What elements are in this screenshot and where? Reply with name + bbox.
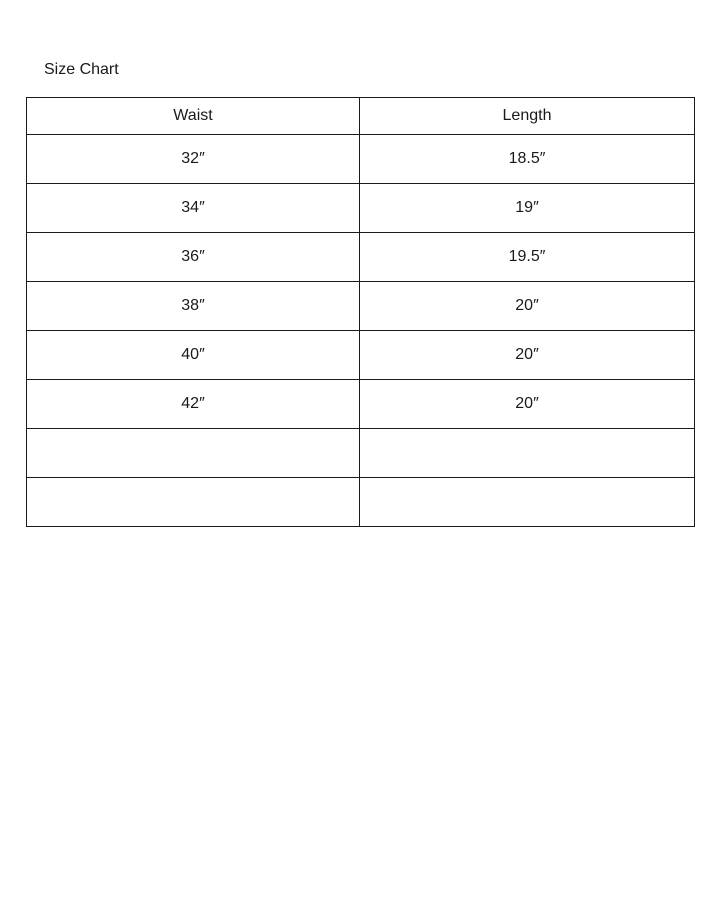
- length-cell: 20″: [360, 331, 695, 380]
- waist-cell: 32″: [27, 135, 360, 184]
- table-header-row: [27, 98, 695, 135]
- waist-cell: [27, 478, 360, 527]
- length-cell: 20″: [360, 380, 695, 429]
- length-cell: 20″: [360, 282, 695, 331]
- size-chart-table: [26, 97, 695, 527]
- column-header-length: Length: [360, 98, 695, 135]
- table-row: [27, 478, 695, 527]
- length-cell: 18.5″: [360, 135, 695, 184]
- waist-cell: 38″: [27, 282, 360, 331]
- table-row: [27, 233, 695, 282]
- table-row: [27, 429, 695, 478]
- waist-cell: 40″: [27, 331, 360, 380]
- waist-cell: 42″: [27, 380, 360, 429]
- waist-cell: 34″: [27, 184, 360, 233]
- length-cell: [360, 478, 695, 527]
- page-title: Size Chart: [44, 61, 119, 78]
- table-row: [27, 331, 695, 380]
- table-row: [27, 282, 695, 331]
- length-cell: 19″: [360, 184, 695, 233]
- waist-cell: 36″: [27, 233, 360, 282]
- table-row: [27, 135, 695, 184]
- length-cell: 19.5″: [360, 233, 695, 282]
- table-row: [27, 184, 695, 233]
- length-cell: [360, 429, 695, 478]
- column-header-waist: Waist: [27, 98, 360, 135]
- waist-cell: [27, 429, 360, 478]
- table-row: [27, 380, 695, 429]
